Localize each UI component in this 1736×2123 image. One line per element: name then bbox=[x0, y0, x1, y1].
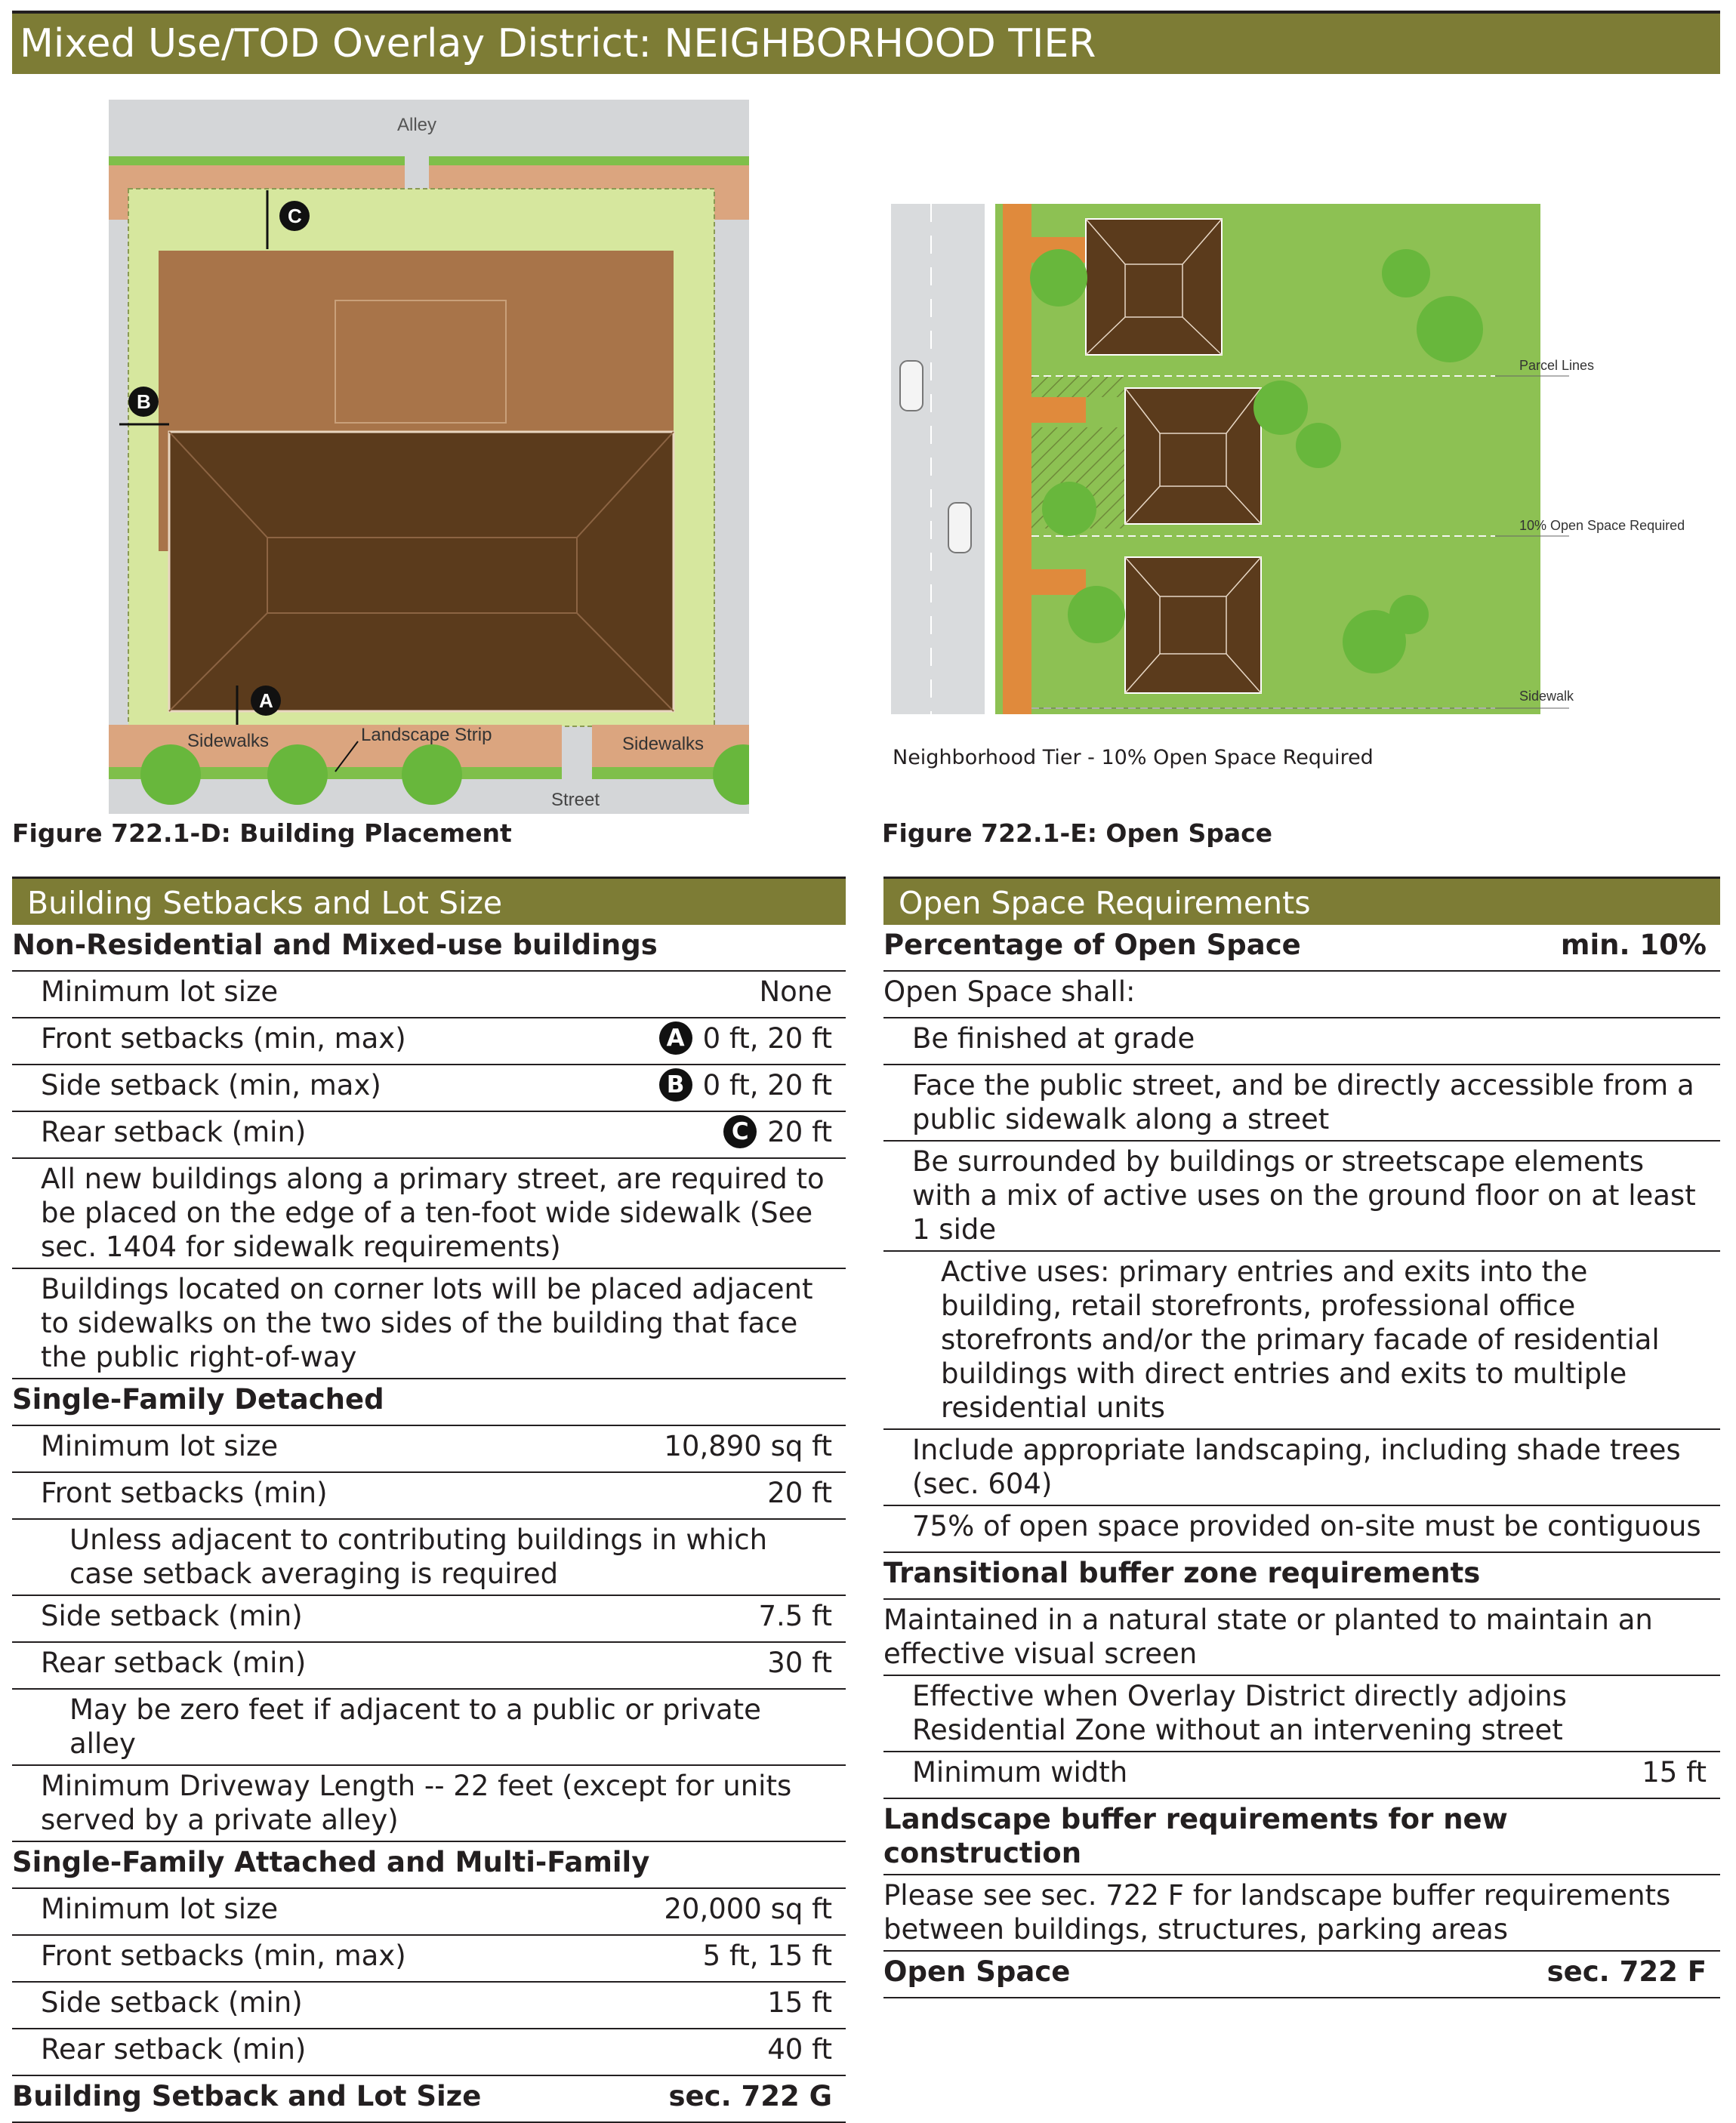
row-value-cell bbox=[759, 1599, 833, 1633]
row-label: Non-Residential and Mixed-use buildings bbox=[12, 929, 658, 961]
table-row bbox=[883, 1142, 1720, 1252]
open-space-table bbox=[883, 877, 1720, 1998]
row-value: 5 ft, 15 ft bbox=[702, 1940, 832, 1972]
row-value-cell bbox=[759, 975, 832, 1009]
row-value-cell bbox=[1561, 928, 1707, 962]
row-value: sec. 722 F bbox=[1546, 1955, 1707, 1988]
row-value-cell bbox=[767, 1646, 832, 1680]
row-label: Open Space shall: bbox=[883, 975, 1136, 1008]
table-row bbox=[12, 1643, 846, 1690]
table-row bbox=[883, 1506, 1720, 1553]
row-value-cell bbox=[703, 1939, 832, 1973]
row-label: Side setback (min) bbox=[41, 1600, 303, 1632]
section-heading-row bbox=[883, 1553, 1720, 1600]
row-label: Unless adjacent to contributing buildings in which case setback averaging is required bbox=[69, 1524, 768, 1590]
row-value-cell bbox=[669, 2079, 832, 2113]
table-row bbox=[883, 1430, 1720, 1506]
row-label: Rear setback (min) bbox=[41, 1647, 307, 1679]
section-heading-row bbox=[883, 1952, 1720, 1998]
section-heading-row bbox=[883, 1799, 1720, 1875]
setback-marker-badge: B bbox=[659, 1068, 692, 1102]
section-heading-row bbox=[12, 1842, 846, 1889]
row-label: Face the public street, and be directly accessible from a public sidewalk along a street bbox=[912, 1069, 1694, 1135]
row-label: Rear setback (min) bbox=[41, 1116, 307, 1148]
row-label: Front setbacks (min, max) bbox=[41, 1940, 406, 1972]
page-title: Mixed Use/TOD Overlay District: NEIGHBORHOOD TIER bbox=[12, 14, 1720, 74]
row-value-cell bbox=[767, 2032, 832, 2066]
table-row bbox=[12, 1112, 846, 1159]
table-row bbox=[12, 1596, 846, 1643]
table-row bbox=[12, 1766, 846, 1842]
row-value-cell bbox=[659, 1021, 832, 1057]
row-label: Single-Family Attached and Multi-Family bbox=[12, 1846, 650, 1878]
row-label: Rear setback (min) bbox=[41, 2033, 307, 2066]
row-value: 7.5 ft bbox=[758, 1600, 832, 1632]
table-row bbox=[12, 1889, 846, 1936]
row-label: Effective when Overlay District directly adjoins Residential Zone without an intervening street bbox=[912, 1680, 1567, 1746]
row-label: Front setbacks (min) bbox=[41, 1477, 328, 1509]
row-label: Buildings located on corner lots will be placed adjacent to sidewalks on the two sides of the building that face the public right-of-way bbox=[41, 1273, 813, 1373]
row-label: All new buildings along a primary street, are required to be placed on the edge of a ten-foot wide sidewalk (See sec. 1404 for sidewalk requirements) bbox=[41, 1163, 825, 1263]
marker-c-label: C bbox=[288, 205, 302, 227]
figure-e-caption: Figure 722.1-E: Open Space bbox=[882, 818, 1273, 848]
table-row bbox=[883, 1252, 1720, 1430]
table-row bbox=[12, 1426, 846, 1473]
row-label: Active uses: primary entries and exits into the building, retail storefronts, professional office storefronts and/or the primary facade of residential buildings with direct entries and exits to multiple residential units bbox=[941, 1256, 1660, 1424]
row-value: 20 ft bbox=[767, 1116, 832, 1148]
table-row bbox=[12, 1473, 846, 1520]
section-heading-row bbox=[12, 925, 846, 972]
marker-b bbox=[128, 387, 159, 417]
open-space-header: Open Space Requirements bbox=[883, 877, 1720, 925]
row-value-cell bbox=[664, 1892, 832, 1926]
marker-a bbox=[251, 686, 281, 716]
sidewalks-right-label: Sidewalks bbox=[622, 734, 705, 754]
marker-b-label: B bbox=[137, 390, 151, 413]
sidewalks-left-label: Sidewalks bbox=[187, 731, 270, 751]
alley-label: Alley bbox=[397, 115, 437, 135]
row-label: Minimum width bbox=[912, 1756, 1128, 1789]
table-row bbox=[12, 1269, 846, 1379]
row-label: Include appropriate landscaping, including shade trees (sec. 604) bbox=[912, 1434, 1681, 1500]
row-label: 75% of open space provided on-site must be contiguous bbox=[912, 1510, 1701, 1542]
table-row bbox=[883, 1065, 1720, 1142]
row-label: Be surrounded by buildings or streetscape elements with a mix of active uses on the ground floor on at least 1 side bbox=[912, 1145, 1696, 1246]
row-label: Landscape buffer requirements for new construction bbox=[883, 1803, 1508, 1869]
figure-d-caption: Figure 722.1-D: Building Placement bbox=[12, 818, 512, 848]
row-label: Building Setback and Lot Size bbox=[12, 2080, 482, 2112]
table-row bbox=[12, 1690, 846, 1766]
row-value: min. 10% bbox=[1560, 929, 1707, 961]
marker-c bbox=[279, 201, 310, 231]
section-heading-row bbox=[883, 925, 1720, 972]
building-setbacks-header: Building Setbacks and Lot Size bbox=[12, 877, 846, 925]
section-heading-row bbox=[12, 2076, 846, 2123]
row-label: Be finished at grade bbox=[912, 1022, 1195, 1055]
row-value-cell bbox=[1642, 1755, 1707, 1789]
row-value-cell bbox=[659, 1068, 832, 1104]
row-label: Minimum lot size bbox=[41, 975, 279, 1008]
row-value: sec. 722 G bbox=[668, 2080, 832, 2112]
row-label: Side setback (min) bbox=[41, 1986, 303, 2019]
section-heading-row bbox=[12, 1379, 846, 1426]
table-row bbox=[12, 1520, 846, 1596]
table-row bbox=[12, 1983, 846, 2029]
setback-marker-badge: A bbox=[659, 1021, 692, 1055]
row-value: 30 ft bbox=[767, 1647, 832, 1679]
figure-e-subcaption: Neighborhood Tier - 10% Open Space Required bbox=[893, 746, 1374, 769]
row-label: Single-Family Detached bbox=[12, 1383, 384, 1416]
row-label: Transitional buffer zone requirements bbox=[883, 1557, 1481, 1589]
row-label: Minimum lot size bbox=[41, 1893, 279, 1925]
row-label: Side setback (min, max) bbox=[41, 1069, 381, 1102]
table-row bbox=[883, 1018, 1720, 1065]
row-value: 10,890 sq ft bbox=[664, 1430, 832, 1462]
row-label: Open Space bbox=[883, 1955, 1071, 1988]
row-value: 0 ft, 20 ft bbox=[702, 1022, 832, 1055]
row-value-cell bbox=[1547, 1955, 1707, 1989]
row-value: None bbox=[759, 975, 832, 1008]
table-row bbox=[883, 1600, 1720, 1676]
row-label: Minimum lot size bbox=[41, 1430, 279, 1462]
table-row bbox=[12, 1065, 846, 1112]
building-placement-diagram bbox=[109, 100, 749, 814]
row-value: 20,000 sq ft bbox=[664, 1893, 832, 1925]
row-label: Minimum Driveway Length -- 22 feet (except for units served by a private alley) bbox=[41, 1770, 792, 1836]
open-space-diagram bbox=[891, 204, 1572, 714]
row-label: Maintained in a natural state or planted to maintain an effective visual screen bbox=[883, 1604, 1653, 1670]
table-row bbox=[883, 1752, 1720, 1799]
table-row bbox=[883, 972, 1720, 1018]
row-label: Percentage of Open Space bbox=[883, 929, 1301, 961]
table-row bbox=[12, 2029, 846, 2076]
row-value-cell bbox=[767, 1476, 832, 1510]
table-row bbox=[883, 1676, 1720, 1752]
row-value: 20 ft bbox=[767, 1477, 832, 1509]
row-value: 40 ft bbox=[767, 2033, 832, 2066]
row-value: 0 ft, 20 ft bbox=[702, 1069, 832, 1102]
parcel-lines-label: Parcel Lines bbox=[1519, 358, 1595, 373]
table-row bbox=[12, 1018, 846, 1065]
street-label: Street bbox=[551, 790, 600, 810]
row-value-cell bbox=[767, 1986, 832, 2020]
row-value-cell bbox=[723, 1115, 832, 1151]
sidewalk-label: Sidewalk bbox=[1519, 689, 1574, 704]
row-value: 15 ft bbox=[767, 1986, 832, 2019]
table-row bbox=[12, 1159, 846, 1269]
row-label: May be zero feet if adjacent to a public or private alley bbox=[69, 1693, 761, 1760]
row-value: 15 ft bbox=[1642, 1756, 1707, 1789]
table-row bbox=[12, 1936, 846, 1983]
setback-marker-badge: C bbox=[723, 1115, 757, 1148]
open-space-required-label: 10% Open Space Required bbox=[1519, 518, 1685, 533]
row-value-cell bbox=[664, 1429, 832, 1463]
row-label: Please see sec. 722 F for landscape buffer requirements between buildings, structures, parking areas bbox=[883, 1879, 1671, 1946]
table-row bbox=[12, 972, 846, 1018]
marker-a-label: A bbox=[259, 689, 273, 712]
row-label: Front setbacks (min, max) bbox=[41, 1022, 406, 1055]
landscape-strip-label: Landscape Strip bbox=[361, 725, 492, 745]
table-row bbox=[883, 1875, 1720, 1952]
building-setbacks-table bbox=[12, 877, 846, 2123]
